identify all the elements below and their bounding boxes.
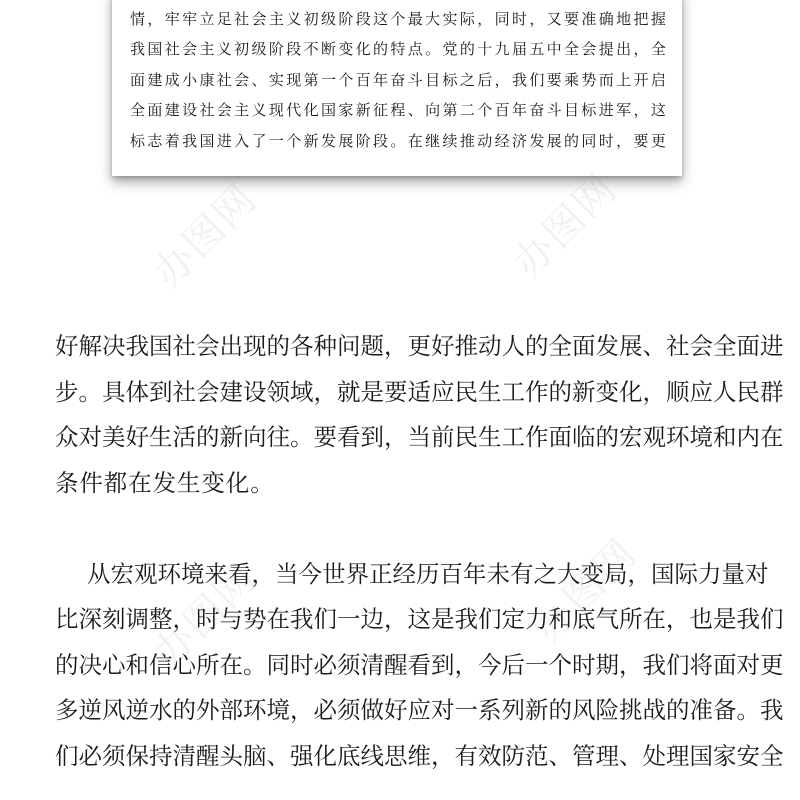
watermark: 办图网 bbox=[144, 175, 267, 297]
watermark: 办图网 bbox=[144, 555, 267, 677]
paragraph-line: 从宏观环境来看，当今世界正经历百年未有之大变局，国际力量对 bbox=[87, 559, 769, 588]
card-line: 全面建设社会主义现代化国家新征程、向第二个百年奋斗目标进军，这 bbox=[130, 101, 666, 120]
paragraph-line: 比深刻调整，时与势在我们一边，这是我们定力和底气所在，也是我们 bbox=[55, 605, 784, 633]
watermark: 办图网 bbox=[524, 530, 647, 652]
paragraph-line: 众对美好生活的新向往。要看到，当前民生工作面临的宏观环境和内在 bbox=[55, 423, 784, 451]
watermark: 办图网 bbox=[504, 165, 627, 287]
document-card-excerpt bbox=[112, 0, 682, 176]
card-text-block bbox=[130, 4, 666, 156]
paragraph-line: 条件都在发生变化。 bbox=[55, 468, 275, 497]
card-line: 情，牢牢立足社会主义初级阶段这个最大实际，同时，又要准确地把握 bbox=[130, 10, 666, 28]
paragraph-spacer bbox=[55, 506, 745, 552]
document-body bbox=[55, 324, 784, 779]
paragraph-line: 的决心和信心所在。同时必须清醒看到，今后一个时期，我们将面对更 bbox=[55, 650, 784, 679]
card-line: 面建成小康社会、实现第一个百年奋斗目标之后，我们要乘势而上开启 bbox=[130, 70, 666, 89]
card-line: 标志着我国进入了一个新发展阶段。在继续推动经济发展的同时，要更 bbox=[130, 131, 666, 150]
paragraph-line: 们必须保持清醒头脑、强化底线思维，有效防范、管理、处理国家安全 bbox=[55, 741, 784, 770]
paragraph-line: 多逆风逆水的外部环境，必须做好应对一系列新的风险挑战的准备。我 bbox=[55, 696, 784, 724]
paragraph-line: 步。具体到社会建设领域，就是要适应民生工作的新变化，顺应人民群 bbox=[55, 377, 784, 406]
paragraph-line: 好解决我国社会出现的各种问题，更好推动人的全面发展、社会全面进 bbox=[55, 332, 784, 360]
card-line: 我国社会主义初级阶段不断变化的特点。党的十九届五中全会提出，全 bbox=[130, 40, 666, 59]
